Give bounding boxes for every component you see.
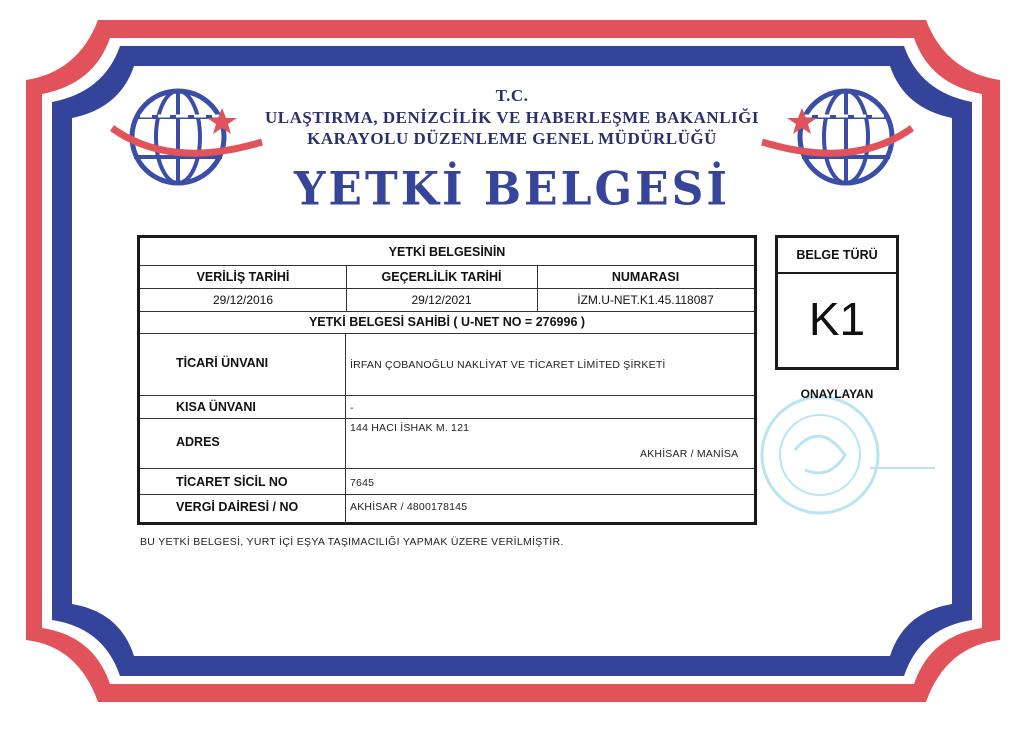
short-name-value: - (350, 402, 354, 414)
tax-value: AKHİSAR / 4800178145 (350, 501, 468, 513)
short-name-label: KISA ÜNVANI (176, 400, 256, 414)
trade-name-value: İRFAN ÇOBANOĞLU NAKLİYAT VE TİCARET LİMİTED ŞİRKETİ (350, 359, 666, 371)
approved-label: ONAYLAYAN (800, 387, 874, 401)
column-issue-date: VERİLİŞ TARİHİ (196, 269, 290, 284)
registry-label: TİCARET SİCİL NO (176, 475, 288, 489)
address-line1: 144 HACI İSHAK M. 121 (350, 422, 470, 434)
document-title: YETKİ BELGESİ (294, 162, 730, 217)
footer-note: BU YETKİ BELGESİ, YURT İÇİ EŞYA TAŞIMACILIĞI YAPMAK ÜZERE VERİLMİŞTİR. (140, 536, 564, 548)
header-tc: T.C. (495, 86, 529, 105)
column-number: NUMARASI (611, 269, 680, 284)
trade-name-label: TİCARİ ÜNVANI (176, 356, 269, 370)
registry-value: 7645 (350, 477, 375, 489)
column-valid-until: GEÇERLİLİK TARİHİ (381, 269, 502, 284)
issue-date-value: 29/12/2016 (212, 292, 274, 307)
address-label: ADRES (176, 435, 220, 449)
header-directorate: KARAYOLU DÜZENLEME GENEL MÜDÜRLÜĞÜ (307, 129, 717, 148)
number-value: İZM.U-NET.K1.45.118087 (577, 292, 714, 307)
valid-until-value: 29/12/2021 (411, 292, 472, 307)
tax-label: VERGİ DAİRESİ / NO (176, 500, 299, 514)
certificate-table (137, 235, 757, 525)
holder-title: YETKİ BELGESİ SAHİBİ ( U-NET NO = 276996 ) (308, 315, 586, 329)
section-title: YETKİ BELGESİNİN (388, 244, 506, 259)
document-type-box (775, 235, 899, 370)
document-type-value: K1 (808, 293, 866, 345)
header-ministry: ULAŞTIRMA, DENİZCİLİK VE HABERLEŞME BAKANLIĞI (264, 108, 760, 127)
address-line2: AKHİSAR / MANİSA (640, 448, 739, 460)
document-type-title: BELGE TÜRÜ (778, 238, 896, 274)
